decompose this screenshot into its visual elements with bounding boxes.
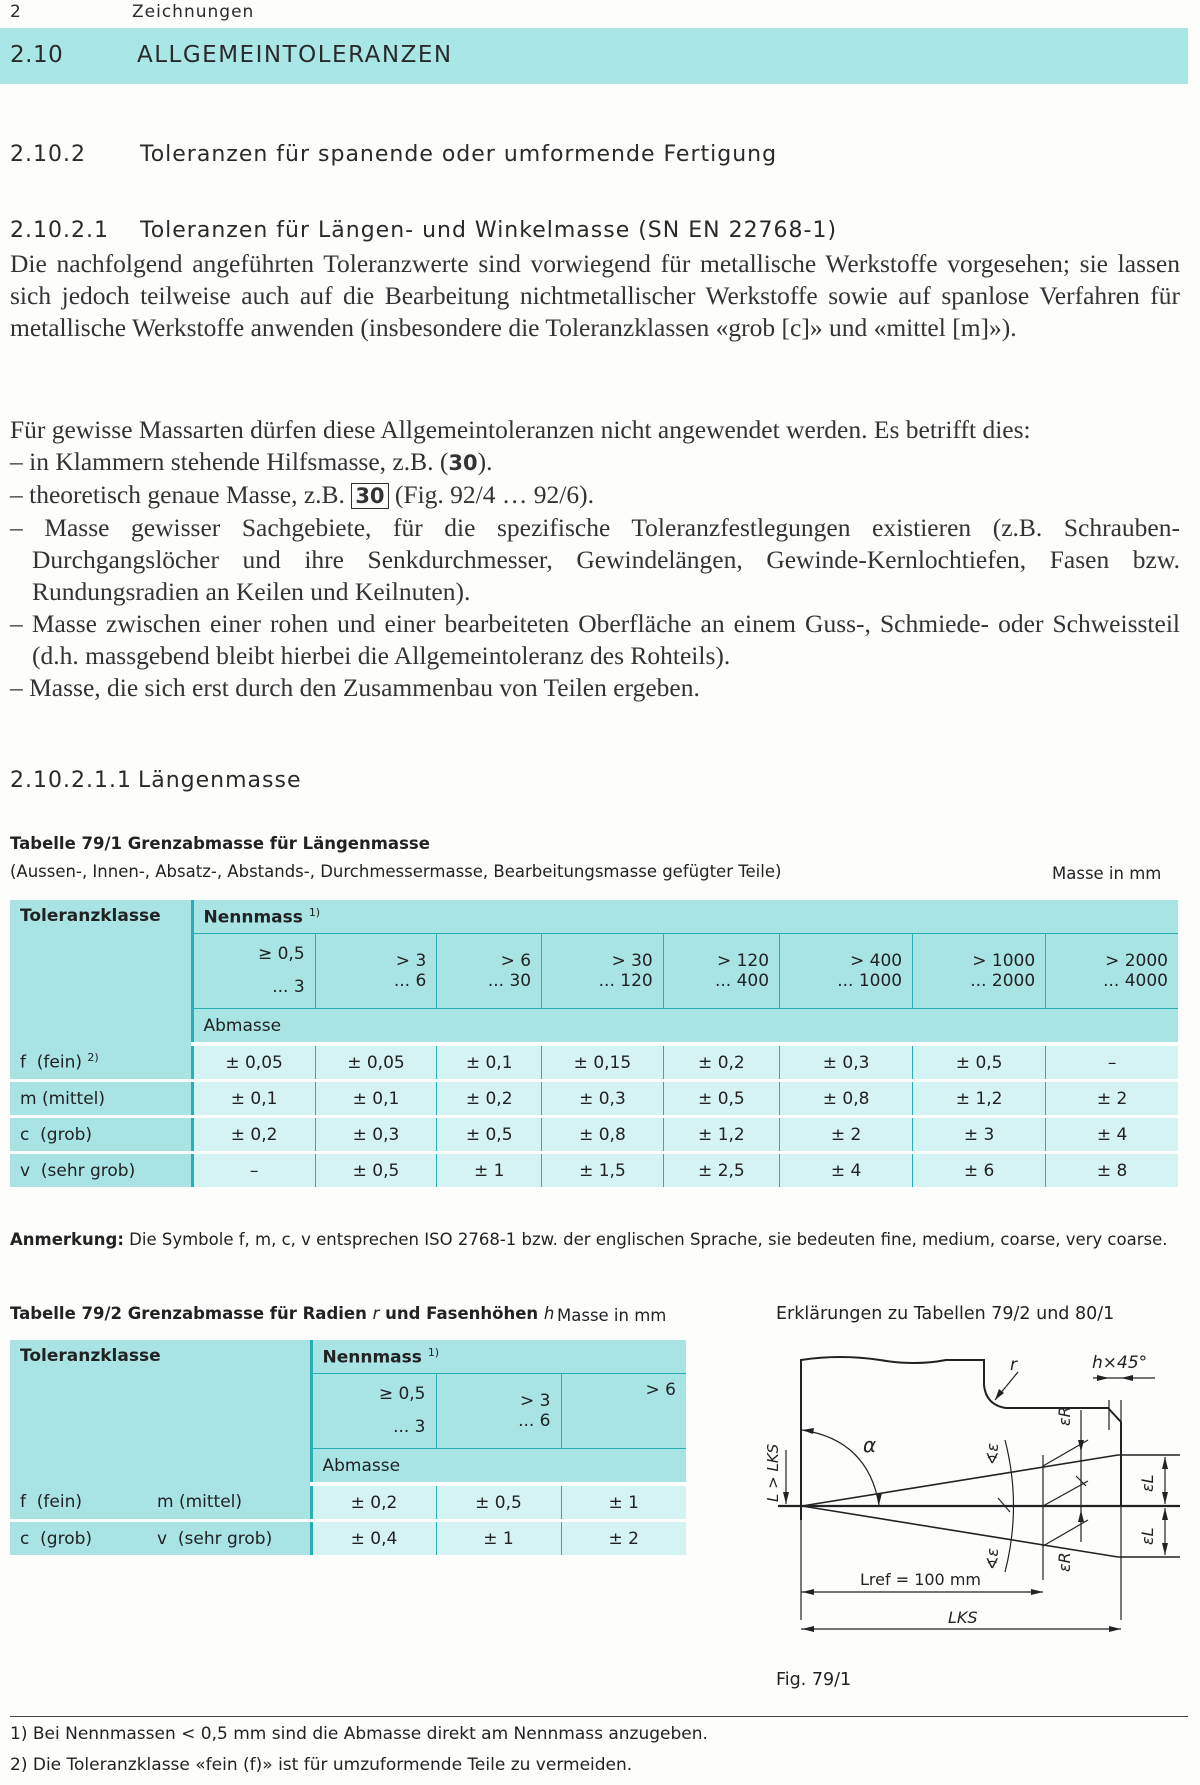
table-cell: ± 0,5 (913, 1044, 1046, 1081)
table-cell: ± 0,5 (436, 1484, 561, 1521)
class-header: Toleranzklasse (20, 1346, 161, 1366)
range-header: > 2000 ... 4000 (1046, 934, 1178, 1009)
range-header: > 120 ... 400 (663, 934, 779, 1009)
table-cell: ± 4 (780, 1153, 913, 1189)
table-cell: ± 2,5 (663, 1153, 779, 1189)
table1-caption: Tabelle 79/1 Grenzabmasse für Längenmasse (10, 834, 430, 853)
l-ks-label: LKS (948, 1608, 978, 1627)
subsubsection-title: Längenmasse (138, 768, 302, 793)
nominal-header: Nennmass $^{1)}$ (192, 900, 1178, 934)
table-cell: ± 1,2 (663, 1117, 779, 1153)
footnote-1: 1) Bei Nennmassen < 0,5 mm sind die Abmasse direkt am Nennmass anzugeben. (10, 1724, 708, 1744)
table-cell: ± 0,3 (780, 1044, 913, 1081)
table-cell: ± 0,5 (663, 1081, 779, 1117)
table-cell: ± 2 (561, 1521, 686, 1557)
deviation-header: Abmasse (311, 1449, 686, 1485)
row-label: v (sehr grob) (147, 1521, 311, 1557)
table-cell: ± 0,05 (315, 1044, 437, 1081)
eps-l-upper-label: εL (1138, 1474, 1157, 1492)
list-item: – in Klammern stehende Hilfsmasse, z.B. (30). (10, 447, 493, 476)
row-label: f (fein) $^{2)}$ (10, 1044, 192, 1081)
chapter-number: 2.10 (10, 42, 64, 68)
table-cell: ± 6 (913, 1153, 1046, 1189)
table-cell: ± 0,5 (315, 1153, 437, 1189)
table-cell: ± 8 (1046, 1153, 1178, 1189)
table-row (10, 1081, 1178, 1117)
radius-label: r (1010, 1355, 1017, 1375)
table1-units: Masse in mm (1052, 864, 1162, 883)
table-cell: ± 0,2 (437, 1081, 542, 1117)
row-label: m (mittel) (10, 1081, 192, 1117)
range-header: ≥ 0,5 ... 3 (311, 1374, 436, 1449)
exclusions-block (10, 414, 1180, 704)
table2-caption: Tabelle 79/2 Grenzabmasse für Radien r und Fasenhöhen h (10, 1304, 555, 1323)
lower-deviation-line (802, 1506, 1118, 1557)
range-header: > 6 (561, 1374, 686, 1449)
range-header: > 30 ... 120 (542, 934, 664, 1009)
table-cell: ± 0,4 (311, 1521, 436, 1557)
eps-r-upper-label: εR (1055, 1406, 1074, 1426)
upper-deviation-line (802, 1455, 1118, 1506)
table-cell: ± 0,3 (542, 1081, 664, 1117)
table-row (10, 1044, 1178, 1081)
deviation-header: Abmasse (192, 1009, 1178, 1045)
eps-r-lower-label: εR (1055, 1552, 1074, 1572)
table-cell: ± 0,1 (192, 1081, 315, 1117)
range-header: > 1000 ... 2000 (913, 934, 1046, 1009)
table-note (10, 1230, 1190, 1249)
range-header: > 400 ... 1000 (780, 934, 913, 1009)
table-cell: ± 1,2 (913, 1081, 1046, 1117)
table-cell: ± 0,2 (192, 1117, 315, 1153)
chamfer-label: h×45° (1092, 1353, 1148, 1373)
table-cell: ± 0,2 (311, 1484, 436, 1521)
table-cell: ± 0,1 (437, 1044, 542, 1081)
row-label: c (grob) (10, 1117, 192, 1153)
part-outline (801, 1357, 1121, 1520)
table-cell: ± 1 (437, 1153, 542, 1189)
table-cell: ± 0,8 (780, 1081, 913, 1117)
table-cell: ± 1 (561, 1484, 686, 1521)
table-cell: ± 2 (780, 1117, 913, 1153)
figure-caption: Fig. 79/1 (776, 1670, 852, 1690)
page-number: 2 (10, 2, 22, 22)
table-cell: ± 1 (436, 1521, 561, 1557)
table2-radii-chamfers (10, 1340, 686, 1558)
table-row (10, 1153, 1178, 1189)
alpha-label: α (863, 1433, 877, 1457)
eps-angle-lower-label: ∢ε (983, 1547, 1002, 1570)
section-title: Toleranzen für spanende oder umformende Fertigung (140, 142, 778, 167)
subsection-title: Toleranzen für Längen- und Winkelmasse (SN EN 22768-1) (140, 218, 838, 243)
subsection-number: 2.10.2.1 (10, 218, 109, 243)
exclusions-intro: Für gewisse Massarten dürfen diese Allgemeintoleranzen nicht angewendet werden. Es betrifft dies: (10, 415, 1031, 444)
table-cell: ± 0,3 (315, 1117, 437, 1153)
table1-subcaption: (Aussen-, Innen-, Absatz-, Abstands-, Durchmessermasse, Bearbeitungsmasse gefügter Teile) (10, 862, 782, 881)
table-cell: – (192, 1153, 315, 1189)
l-gt-lks-label: L > LKS (764, 1443, 782, 1502)
table-cell: ± 0,1 (315, 1081, 437, 1117)
subsection-heading (10, 218, 1110, 248)
row-label: f (fein) (10, 1484, 147, 1521)
row-label: v (sehr grob) (10, 1153, 192, 1189)
table-cell: ± 4 (1046, 1117, 1178, 1153)
footnote-2: 2) Die Toleranzklasse «fein (f)» ist für umzuformende Teile zu vermeiden. (10, 1755, 633, 1775)
tolerance-diagram (740, 1340, 1200, 1660)
eps-l-lower-label: εL (1138, 1527, 1157, 1545)
table-cell: ± 0,8 (542, 1117, 664, 1153)
exclusions-list (10, 446, 1180, 704)
table2-units: Masse in mm (557, 1306, 667, 1325)
table-cell: ± 3 (913, 1117, 1046, 1153)
table1-limit-deviations (10, 900, 1178, 1190)
list-item: – theoretisch genaue Masse, z.B. 30 (Fig. 92/4 … 92/6). (10, 480, 594, 509)
note-label: Anmerkung: (10, 1230, 124, 1249)
list-item: – Masse, die sich erst durch den Zusammenbau von Teilen ergeben. (10, 673, 700, 702)
section-heading (10, 142, 1110, 172)
table-row (10, 1521, 686, 1557)
note-text: Die Symbole f, m, c, v entsprechen ISO 2768-1 bzw. der englischen Sprache, sie bedeuten fine, medium, coarse, very coarse. (123, 1230, 1168, 1249)
row-label: c (grob) (10, 1521, 147, 1557)
chapter-name: Zeichnungen (132, 2, 255, 22)
chapter-heading-band (0, 28, 1188, 84)
nominal-header: Nennmass $^{1)}$ (311, 1340, 686, 1374)
table-row (10, 1117, 1178, 1153)
table-cell: ± 0,2 (663, 1044, 779, 1081)
range-header: > 3 ... 6 (436, 1374, 561, 1449)
table-cell: ± 0,05 (192, 1044, 315, 1081)
table-cell: ± 1,5 (542, 1153, 664, 1189)
list-item: – Masse gewisser Sachgebiete, für die spezifische Toleranzfestlegungen existieren (z.B. Schrauben-Durchgangslöcher und ihre Senkdurchmesser, Gewindelängen, Gewinde-Kernlochtiefen, Fasen bzw. Rundungsradien an Keilen und Keilnuten). (10, 513, 1180, 606)
intro-paragraph (10, 248, 1180, 344)
range-header: ≥ 0,5 ... 3 (192, 934, 315, 1009)
table-cell: ± 2 (1046, 1081, 1178, 1117)
table-row (10, 1484, 686, 1521)
table-cell: ± 0,15 (542, 1044, 664, 1081)
range-header: > 3 ... 6 (315, 934, 437, 1009)
section-number: 2.10.2 (10, 142, 86, 167)
range-header: > 6 ... 30 (437, 934, 542, 1009)
theoretical-dimension-box: 30 (351, 483, 388, 509)
footnote-divider (10, 1716, 1188, 1717)
class-header: Toleranzklasse (20, 906, 161, 926)
eps-angle-upper-label: ∢ε (983, 1442, 1002, 1465)
l-ref-label: Lref = 100 mm (860, 1570, 981, 1589)
chapter-title: ALLGEMEINTOLERANZEN (137, 42, 453, 68)
row-label: m (mittel) (147, 1484, 311, 1521)
figure-title: Erklärungen zu Tabellen 79/2 und 80/1 (776, 1304, 1115, 1324)
table-cell: ± 0,5 (437, 1117, 542, 1153)
subsubsection-number: 2.10.2.1.1 (10, 768, 132, 793)
paragraph-text: Die nachfolgend angeführten Toleranzwerte sind vorwiegend für metallische Werkstoffe vorgesehen; sie lassen sich jedoch teilweise auch auf die Bearbeitung nichtmetallischer Werkstoffe sowie auf spanlose Verfahren für metallische Werkstoffe anwenden (insbesondere die Toleranzklassen «grob [c]» und «mittel [m]»). (10, 249, 1180, 342)
list-item: – Masse zwischen einer rohen und einer bearbeiteten Oberfläche an einem Guss-, Schmiede- oder Schweissteil (d.h. massgebend bleibt hierbei die Allgemeintoleranz des Rohteils). (10, 609, 1180, 670)
table-cell: – (1046, 1044, 1178, 1081)
subsubsection-heading (10, 768, 610, 798)
